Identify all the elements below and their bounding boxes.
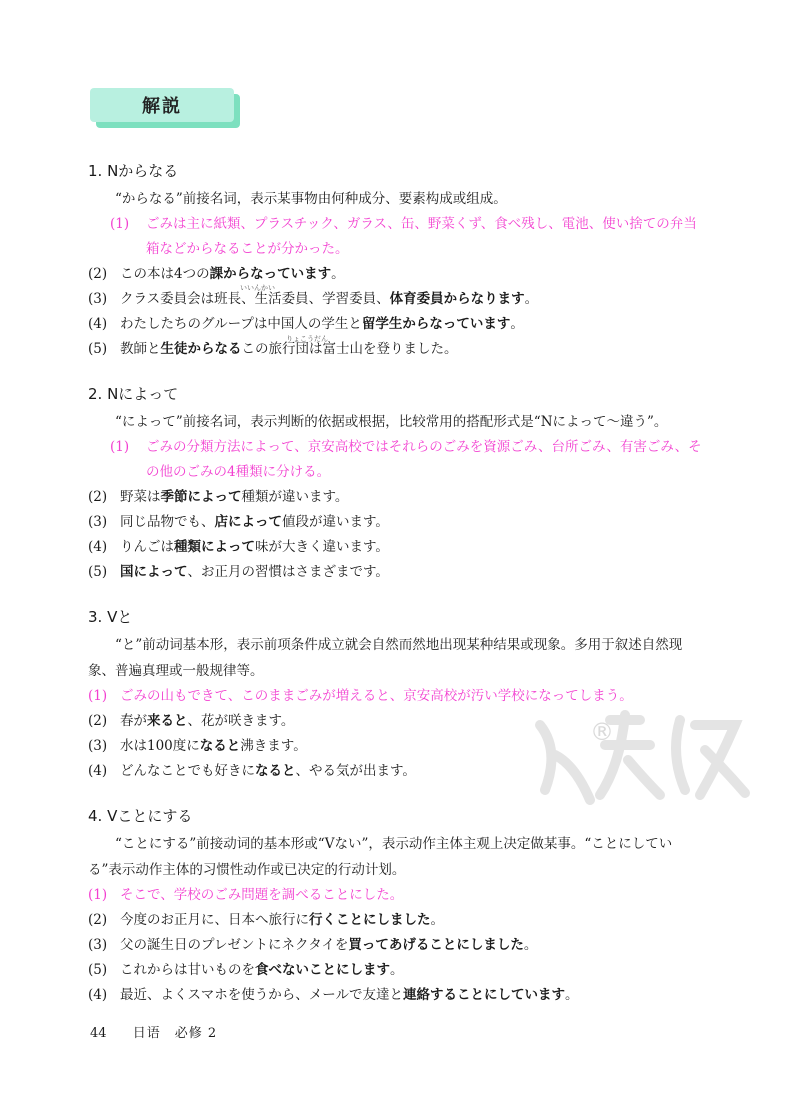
- example-text-pre: 今度のお正月に、日本へ旅行に: [120, 912, 309, 928]
- example-4: [88, 958, 708, 983]
- book-title: 日语 必修 2: [132, 1026, 218, 1041]
- registered-mark-icon: ®: [590, 718, 614, 746]
- example-text-key: なると: [255, 763, 296, 779]
- example-number: (3): [88, 937, 108, 953]
- example-number: (4): [88, 987, 108, 1003]
- section-2: [88, 383, 708, 585]
- example-text-post: 。: [524, 291, 539, 307]
- example-text-pre: 水は100度に: [120, 738, 200, 754]
- example-text-post: 。: [510, 316, 524, 332]
- example-number: (5): [88, 962, 108, 978]
- section-description: “からなる”前接名词，表示某事物由何种成分、要素构成或组成。: [115, 191, 507, 207]
- watermark-calligraphy: [520, 705, 750, 805]
- example-number: (4): [88, 763, 108, 779]
- example-text-key: 季節によって: [160, 489, 242, 505]
- section-4: [88, 805, 708, 1008]
- example-5: [88, 560, 708, 585]
- example-3: [88, 287, 708, 312]
- section-description: “によって”前接名词，表示判断的依据或根据，比较常用的搭配形式是“Nによって～違う”。: [115, 414, 668, 430]
- badge: [90, 88, 234, 122]
- example-text-post: 種類が違います。: [241, 489, 349, 505]
- section-description-continued: 象、普遍真理或一般规律等。: [88, 663, 264, 679]
- example-text: そこで、学校のごみ問題を調べることにした。: [120, 887, 404, 903]
- example-text-pre: 教師と: [120, 341, 161, 357]
- example-text-key: なると: [199, 738, 241, 754]
- example-1: [88, 212, 708, 262]
- example-text-pre: 野菜は: [120, 489, 161, 505]
- example-text-key: 連絡することにしています: [402, 987, 565, 1003]
- example-text-pre: これからは甘いものを: [120, 962, 255, 978]
- section-title: 1. Nからなる: [88, 162, 179, 180]
- example-text-post: 、花が咲きます。: [187, 713, 295, 729]
- example-text-key: 体育委員からなります: [389, 291, 525, 307]
- example-text: ごみは主に紙類、プラスチック、ガラス、缶、野菜くず、食べ残し、電池、使い捨ての弁: [146, 216, 684, 232]
- example-text-post: この旅行団は富士山を登りました。: [241, 341, 458, 357]
- example-number: (4): [88, 539, 108, 555]
- example-text-post: 、お正月の習慣はさまざまです。: [187, 564, 389, 580]
- section-description: “ことにする”前接动词的基本形或“Vない”，表示动作主体主观上决定做某事。“ことにしてい: [115, 836, 673, 852]
- example-text-continued: その他のごみの4種類に分ける。: [146, 439, 702, 480]
- example-4: [88, 312, 708, 337]
- example-text-post: 。: [523, 937, 538, 953]
- example-text-post: 味が大きく違います。: [255, 539, 389, 555]
- example-number: (5): [88, 341, 108, 357]
- example-text-key: 食べないことにします: [255, 962, 390, 978]
- example-number: (3): [88, 514, 108, 530]
- example-text-key: 留学生からなっています: [361, 316, 511, 332]
- example-text-key: 国によって: [120, 564, 188, 580]
- example-number: (1): [88, 688, 108, 704]
- example-text-post: 、やる気が出ます。: [295, 763, 416, 779]
- example-3: [88, 510, 708, 535]
- section-description: “と”前动词基本形，表示前项条件成立就会自然而然地出现某种结果或现象。多用于叙述自然现: [115, 637, 683, 653]
- example-2: [88, 908, 708, 933]
- section-1: [88, 160, 708, 362]
- example-text-post: 。: [331, 266, 345, 282]
- example-number: (2): [88, 912, 108, 928]
- example-text-key: 来ると: [147, 713, 188, 729]
- example-number: (1): [110, 216, 130, 232]
- example-number: (2): [88, 713, 108, 729]
- section-title: 4. Vことにする: [88, 807, 193, 825]
- example-text-pre: 最近、よくスマホを使うから、メールで友達と: [120, 987, 403, 1003]
- example-1: [88, 435, 708, 485]
- example-text-pre: 春が: [120, 713, 147, 729]
- example-text-pre: わたしたちのグループは中国人の学生と: [120, 316, 362, 332]
- furigana: りょこうだん: [286, 335, 328, 343]
- example-3: [88, 933, 708, 958]
- page-number: 44: [90, 1026, 107, 1041]
- example-number: (1): [88, 887, 108, 903]
- page-footer: [90, 1022, 217, 1041]
- furigana: いいんかい: [240, 284, 275, 292]
- example-text-post: 沸きます。: [240, 738, 307, 754]
- example-text-post: 。: [390, 962, 404, 978]
- example-text-key: 課からなっています: [209, 266, 332, 282]
- example-2: [88, 262, 708, 287]
- example-number: (1): [110, 439, 130, 455]
- example-number: (2): [88, 266, 108, 282]
- example-text: ごみの山もできて、このままごみが増えると、京安高校が汚い学校になってしまう。: [120, 688, 633, 704]
- example-text-key: 店によって: [214, 514, 282, 530]
- example-text-pre: 同じ品物でも、: [120, 514, 215, 530]
- example-text-pre: どんなことでも好きに: [120, 763, 255, 779]
- example-text-post: 。: [430, 912, 444, 928]
- example-text-post: 値段が違います。: [282, 514, 389, 530]
- example-1: [88, 883, 708, 908]
- example-text-key: 種類によって: [174, 539, 255, 555]
- example-text-key: 生徒からなる: [160, 341, 242, 357]
- example-5: [88, 983, 708, 1008]
- example-text-continued: 当箱などからなることが分かった。: [146, 216, 697, 257]
- example-number: (4): [88, 316, 108, 332]
- section-header-badge: [90, 88, 240, 128]
- example-4: [88, 535, 708, 560]
- example-text-pre: 父の誕生日のプレゼントにネクタイを: [120, 937, 349, 953]
- example-number: (2): [88, 489, 108, 505]
- example-number: (5): [88, 564, 108, 580]
- example-number: (3): [88, 738, 108, 754]
- example-5: [88, 337, 708, 362]
- example-text-pre: りんごは: [120, 539, 174, 555]
- example-number: (3): [88, 291, 108, 307]
- example-text-post: 。: [564, 987, 579, 1003]
- section-title: 3. Vと: [88, 608, 133, 626]
- example-text-pre: クラス委員会は班長、生活委員、学習委員、: [120, 291, 390, 307]
- section-description-continued: る”表示动作主体的习惯性动作或已决定的行动计划。: [88, 862, 406, 878]
- header-title: 解説: [142, 96, 182, 117]
- example-text: ごみの分類方法によって、京安高校ではそれらのごみを資源ごみ、台所ごみ、有害ごみ、: [146, 439, 689, 455]
- example-text-pre: この本は4つの: [120, 266, 210, 282]
- example-text-key: 買ってあげることにしました: [348, 937, 524, 953]
- section-title: 2. Nによって: [88, 385, 179, 403]
- example-text-key: 行くことにしました: [309, 912, 431, 928]
- example-2: [88, 485, 708, 510]
